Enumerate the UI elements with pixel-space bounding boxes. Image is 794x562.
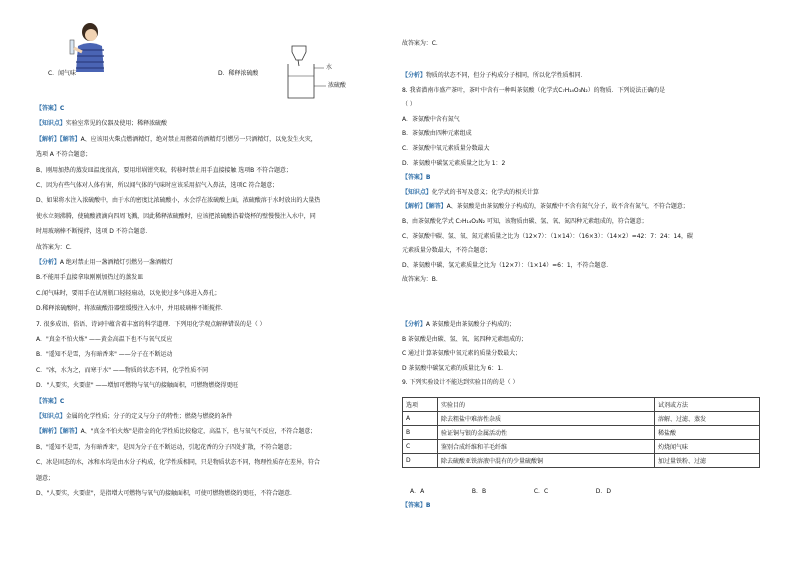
text-line [402, 160, 505, 168]
text-line [402, 72, 586, 80]
line-text: B、由茶氨酸化学式 C₇H₁₄O₃N₂ 可知，该物质由碳、氢、氧、氮四种元素组成的，符合题意； [402, 218, 648, 225]
line-text: C、因为有些气体对人体有害，所以闻气体的气味时应该采用招气入鼻法，选项C 符合题意； [36, 182, 279, 189]
line-text: A 茶氨酸是由茶氨酸分子构成的； [425, 321, 516, 328]
table-header-row [403, 398, 760, 412]
text-line [36, 398, 64, 406]
line-text: B [425, 174, 431, 182]
text-line [36, 428, 316, 436]
line-text: B．茶氨酸由四种元素组成 [402, 130, 472, 138]
table-cell: 除去粗盐中难溶性杂质 [438, 412, 655, 426]
choice-c: C．C [533, 488, 549, 495]
choice-d: D．D [595, 488, 612, 495]
text-line [402, 189, 539, 197]
text-line [402, 321, 515, 329]
section-tag: 【解析】【解答】 [402, 203, 447, 211]
section-tag: 【答案】 [402, 174, 426, 182]
table-row [403, 426, 760, 440]
line-text: 9. 下列实验设计不能达到实验目的的是（ ） [402, 379, 519, 387]
text-line [36, 321, 266, 329]
line-text: 选项 A 不符合题意； [36, 151, 92, 159]
text-line [36, 120, 167, 128]
line-text: B.不能用手直接拿取刚刚加热过的蒸发皿 [36, 274, 144, 282]
line-text: C.闻气味时，要用手在试剂瓶口轻轻扇动，以免使过多气体进入鼻孔； [36, 289, 221, 297]
line-text: D 茶氨酸中碳氢元素的质量比为 6：1． [402, 364, 508, 372]
line-text: A、应该用火柴点燃酒精灯，绝对禁止用燃着的酒精灯引燃另一只酒精灯，以免发生火灾， [80, 135, 317, 143]
text-line [36, 136, 317, 144]
text-line [36, 490, 296, 498]
choice-a: A．A [410, 488, 425, 495]
text-line [402, 174, 430, 182]
text-line [36, 305, 227, 313]
header-cell: 试剂或方法 [655, 398, 760, 412]
bottom-answer-tag: 【答案】 [402, 502, 426, 509]
text-line [402, 233, 693, 241]
text-line [36, 475, 54, 483]
section-tag: 【答案】 [36, 397, 60, 405]
text-line [402, 218, 648, 226]
table-cell: 鉴别合成纤维和羊毛纤维 [438, 440, 655, 454]
line-text: 7. 很多成语、俗语、诗词中蕴含着丰富的科学道理．下列用化学观点解释错误的是（ ） [36, 320, 266, 328]
text-line [36, 459, 320, 467]
bottom-answer-line [402, 502, 430, 510]
smelling-figure [66, 22, 112, 74]
line-text: 8. 我省潜南市盛产茶叶，茶叶中含有一种叫茶氨酸（化学式C₇H₁₄O₃N₂）的物质．下列说法正确的是 [402, 86, 666, 94]
line-text: 化学式的书写及意义；化学式的相关计算 [431, 188, 539, 196]
table-cell: 灼烧闻气味 [655, 440, 760, 454]
text-line [402, 116, 460, 124]
text-line [402, 145, 489, 153]
table-cell: 加过量铁粉、过滤 [655, 454, 760, 468]
text-line [402, 350, 521, 358]
line-text: D、茶氨酸中碳、氢元素质量之比为（12×7）：（1×14）=6：1，不符合题意． [402, 261, 613, 269]
section-tag: 【分析】 [36, 259, 60, 266]
text-line [36, 413, 232, 421]
line-text: A、茶氨酸是由茶氨酸分子构成的，茶氨酸中不含有氮气分子，故不含有氮气，不符合题意； [446, 203, 689, 211]
line-text: C 通过计算茶氨酸中氧元素的质量分数最大； [402, 350, 522, 358]
text-line [402, 130, 472, 138]
text-line [402, 365, 507, 373]
text-line [36, 259, 173, 267]
text-line [36, 151, 91, 159]
text-line [402, 276, 442, 284]
line-text: D.稀释浓硫酸时，将浓硫酸沿器壁缓慢注入水中，并用玻璃棒不断搅拌． [36, 305, 227, 313]
text-line [36, 213, 316, 221]
header-cell: 选项 [403, 398, 438, 412]
text-line [402, 87, 665, 95]
line-text: A 绝对禁止用一盏酒精灯引燃另一盏酒精灯 [59, 259, 173, 266]
line-text: 使水立刻沸腾，使硫酸液滴向四周飞溅，因此稀释浓硫酸时，应该把浓硫酸沿着烧杯的壁慢慢注入水中，同 [36, 212, 316, 220]
table-cell: D [403, 454, 438, 468]
text-line [36, 351, 172, 359]
section-tag: 【知识点】 [36, 120, 66, 128]
section-tag: 【知识点】 [402, 188, 432, 196]
text-line [36, 105, 64, 113]
line-text: 故答案为：C． [36, 243, 76, 251]
answer-choices [410, 486, 656, 495]
line-text: B、刚用加热的蒸发皿温度很高，要用坩埚钳夹取，转移时禁止用手直接接触 选项B 不符合题意； [36, 166, 292, 174]
text-line [36, 382, 238, 390]
line-text: C [59, 397, 65, 405]
section-tag: 【解析】【解答】 [36, 428, 81, 436]
line-text: B．"遥知不是雪，为有暗香来" ——分子在不断运动 [36, 351, 173, 359]
line-text: C、茶氨酸中碳、氢、氧、氮元素质量之比为（12×7）：（1×14）：（16×3）：（14×2）=42：7：24：14，碳 [402, 232, 693, 240]
line-text: C．茶氨酸中氧元素质量分数最大 [402, 145, 490, 152]
text-line [36, 444, 295, 452]
line-text: B 茶氨酸是由碳、氢、氧、氮四种元素组成的； [402, 335, 527, 343]
text-line [36, 167, 292, 175]
table-cell: 稀盐酸 [655, 426, 760, 440]
text-line [36, 336, 172, 344]
table-cell: 溶解、过滤、蒸发 [655, 412, 760, 426]
text-line [402, 336, 527, 344]
text-line [36, 197, 320, 205]
line-text: C [59, 105, 65, 112]
line-text: A．茶氨酸中含有氮气 [402, 115, 460, 123]
text-line [402, 203, 689, 211]
table-row [403, 454, 760, 468]
line-text: D、如果将水注入浓硫酸中，由于水的密度比浓硫酸小，水会浮在浓硫酸上面，浓硫酸溶于水时放出的大量热 [36, 197, 321, 205]
beaker-figure [284, 42, 344, 102]
line-text: 题意； [36, 474, 54, 482]
text-line [36, 244, 76, 252]
section-tag: 【答案】 [36, 105, 60, 112]
figure-label-d: D．稀释浓硫酸 [218, 70, 259, 77]
line-text: D、"人要实，火要虚"，是指增大可燃物与氧气的接触面积，可使可燃物燃烧的更旺，不符合题意． [36, 490, 296, 497]
bottom-answer-value: B [425, 502, 431, 509]
line-text: 故答案为：B． [402, 276, 442, 284]
line-text: 实验室常见的仪器及使用；稀释浓硫酸 [65, 120, 167, 128]
line-text: （ ） [402, 101, 416, 109]
options-table [402, 397, 760, 468]
section-tag: 【解析】【解答】 [36, 135, 81, 143]
text-line [36, 228, 151, 236]
text-line [402, 379, 518, 387]
table-cell: A [403, 412, 438, 426]
figure-label-c: C．闻气味 [48, 70, 76, 77]
table-row [403, 440, 760, 454]
table-row [403, 412, 760, 426]
line-text: 元素质量分数最大，不符合题意； [402, 247, 492, 255]
text-line [402, 101, 416, 109]
section-tag: 【知识点】 [36, 413, 66, 420]
line-text: 时用玻璃棒不断搅拌，选项 D 不符合题意． [36, 228, 152, 236]
section-tag: 【分析】 [402, 72, 426, 79]
line-text: C、冰是固态的水，冰和水均是由水分子构成，化学性质相同，只是物质状态不同，物理性质存在差异，符合 [36, 459, 320, 467]
line-text: 金属的化学性质；分子的定义与分子的特性；燃烧与燃烧的条件 [65, 413, 233, 420]
table-cell: 除去硫酸亚铁溶液中混有的少量硫酸铜 [438, 454, 655, 468]
line-text: C．"冰，水为之，而寒于水" ——物质的状态不同，化学性质不同 [36, 366, 209, 374]
text-line [36, 367, 208, 375]
line-text: A、"真金不怕火炼"是指金的化学性质比较稳定，高温下，也与氧气不反应，不符合题意； [80, 428, 317, 436]
line-text: D．"人要实，火要虚" ——增加可燃物与氧气的接触面积，可燃物燃烧得更旺 [36, 382, 239, 390]
line-text: 物质的状态不同，但分子构成分子相同，所以化学性质相同． [425, 72, 587, 79]
line-text: D．茶氨酸中碳氢元素质量之比为 1：2 [402, 159, 506, 167]
table-cell: B [403, 426, 438, 440]
section-tag: 【分析】 [402, 321, 426, 328]
table-cell: 验证铜与银的金属活动性 [438, 426, 655, 440]
table-cell: C [403, 440, 438, 454]
text-line [402, 262, 612, 270]
top-answer-line: 故答案为：C． [402, 40, 442, 47]
acid-label: 浓硫酸 [328, 82, 346, 89]
text-line [36, 182, 278, 190]
text-line [36, 290, 221, 298]
line-text: B、"遥知不是雪，为有暗香来"，是因为分子在不断运动，引起花香的分子四处扩散，不符合题意； [36, 443, 296, 451]
text-line [402, 247, 491, 255]
line-text: A．"真金不怕火炼" ——黄金高温下也不与氧气反应 [36, 336, 173, 343]
text-line [36, 274, 143, 282]
water-label: 水 [326, 64, 332, 71]
choice-b: B．B [471, 488, 487, 495]
header-cell: 实验目的 [438, 398, 655, 412]
